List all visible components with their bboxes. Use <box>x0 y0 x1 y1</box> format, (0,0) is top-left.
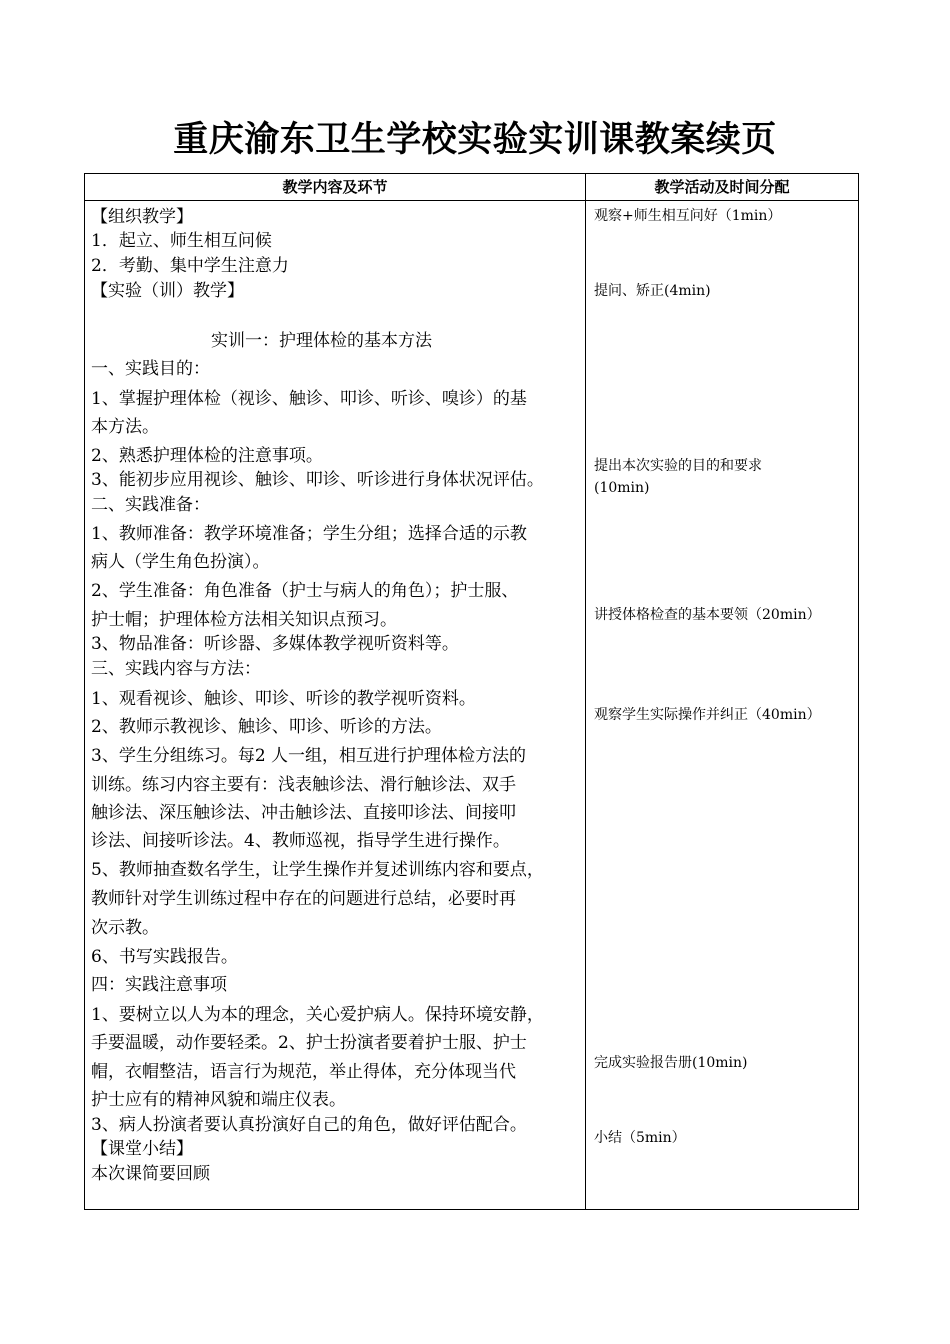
content-line: 教师针对学生训练过程中存在的问题进行总结，必要时再 <box>91 889 516 909</box>
content-line: 1、要树立以人为本的理念，关心爱护病人。保持环境安静， <box>91 1005 544 1025</box>
activity-line: (10min) <box>594 480 650 496</box>
content-line: 病人（学生角色扮演）。 <box>91 552 270 572</box>
content-line: 护士应有的精神风貌和端庄仪表。 <box>91 1090 346 1110</box>
content-line: 1．起立、师生相互问候 <box>91 231 272 251</box>
content-line: 二、实践准备： <box>91 495 210 515</box>
content-line: 【实验（训）教学】 <box>91 281 244 301</box>
content-line: 2．考勤、集中学生注意力 <box>91 256 289 276</box>
content-line: 四：实践注意事项 <box>91 975 227 995</box>
content-line: 诊法、间接听诊法。4、教师巡视，指导学生进行操作。 <box>91 831 510 851</box>
content-line: 触诊法、深压触诊法、冲击触诊法、直接叩诊法、间接叩 <box>91 803 516 823</box>
activity-line: 完成实验报告册(10min) <box>594 1055 748 1071</box>
activity-line: 提问、矫正(4min) <box>594 283 711 299</box>
content-line: 3、物品准备：听诊器、多媒体教学视听资料等。 <box>91 634 459 654</box>
content-line: 【课堂小结】 <box>91 1139 193 1159</box>
activity-line: 提出本次实验的目的和要求 <box>594 458 762 474</box>
content-line: 6、书写实践报告。 <box>91 947 238 967</box>
content-line: 实训一：护理体检的基本方法 <box>211 331 432 351</box>
content-line: 2、教师示教视诊、触诊、叩诊、听诊的方法。 <box>91 717 442 737</box>
content-line: 2、熟悉护理体检的注意事项。 <box>91 446 323 466</box>
content-line: 手要温暖，动作要轻柔。2、护士扮演者要着护士服、护士 <box>91 1033 527 1053</box>
content-line: 3、学生分组练习。每2 人一组，相互进行护理体检方法的 <box>91 746 527 766</box>
lesson-plan-table <box>84 173 859 1210</box>
content-line: 帽，衣帽整洁，语言行为规范，举止得体，充分体现当代 <box>91 1062 516 1082</box>
content-line: 三、实践内容与方法： <box>91 659 261 679</box>
content-line: 1、观看视诊、触诊、叩诊、听诊的教学视听资料。 <box>91 689 476 709</box>
page-title: 重庆渝东卫生学校实验实训课教案续页 <box>173 119 777 160</box>
content-line: 2、学生准备：角色准备（护士与病人的角色）；护士服、 <box>91 581 519 601</box>
header-divider <box>85 200 858 201</box>
content-line: 5、教师抽查数名学生，让学生操作并复述训练内容和要点， <box>91 860 544 880</box>
activity-line: 观察学生实际操作并纠正（40min） <box>594 707 821 723</box>
content-line: 本方法。 <box>91 417 159 437</box>
content-line: 1、掌握护理体检（视诊、触诊、叩诊、听诊、嗅诊）的基 <box>91 389 527 409</box>
column-divider <box>585 174 586 1209</box>
col-header-content: 教学内容及环节 <box>282 178 388 196</box>
content-line: 护士帽；护理体检方法相关知识点预习。 <box>91 610 397 630</box>
content-line: 1、教师准备：教学环境准备；学生分组；选择合适的示教 <box>91 524 527 544</box>
content-line: 训练。练习内容主要有：浅表触诊法、滑行触诊法、双手 <box>91 775 516 795</box>
activity-line: 小结（5min） <box>594 1130 686 1146</box>
col-header-activity: 教学活动及时间分配 <box>654 178 790 196</box>
content-line: 次示教。 <box>91 918 159 938</box>
activity-line: 讲授体格检查的基本要领（20min） <box>594 607 821 623</box>
content-line: 一、实践目的： <box>91 359 210 379</box>
content-line: 3、病人扮演者要认真扮演好自己的角色，做好评估配合。 <box>91 1115 527 1135</box>
content-line: 【组织教学】 <box>91 207 193 227</box>
content-line: 本次课简要回顾 <box>91 1164 210 1184</box>
activity-line: 观察+师生相互问好（1min） <box>594 208 782 224</box>
content-line: 3、能初步应用视诊、触诊、叩诊、听诊进行身体状况评估。 <box>91 470 544 490</box>
